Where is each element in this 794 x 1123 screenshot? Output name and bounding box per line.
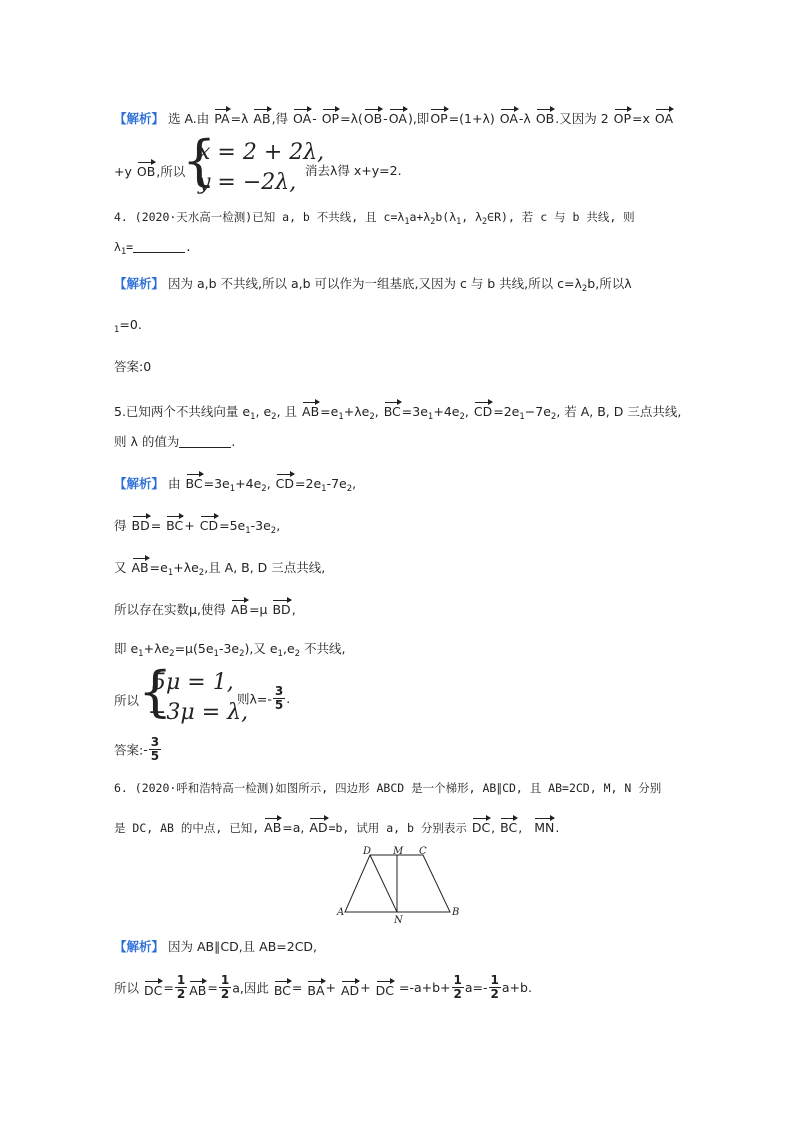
q6-question-line1: 6. (2020·呼和浩特高一检测)如图所示, 四边形 ABCD 是一个梯形, AB∥CD, 且 AB=2CD, M, N 分别 [114, 781, 662, 795]
subscript: 1 [404, 217, 410, 227]
vector-PA: PA [214, 107, 229, 125]
vector-CD: CD [276, 472, 294, 490]
text: , [291, 602, 296, 617]
text: , e [255, 404, 272, 419]
text: =μ(5e [174, 641, 214, 656]
text: -7e [326, 476, 347, 491]
text: 所以存在实数μ,使得 [114, 602, 226, 617]
text: +λe [343, 404, 370, 419]
text: 则λ=- [237, 691, 272, 707]
text: a+b. [501, 980, 532, 995]
text: 选 A.由 [168, 111, 210, 126]
text: -3e [218, 641, 240, 656]
system-eq2: y = −2λ, [198, 170, 297, 195]
text: . [286, 691, 291, 706]
subscript: 2 [261, 484, 267, 494]
system-eq2: −3μ = λ, [148, 700, 249, 725]
subscript: 2 [270, 526, 277, 536]
subscript: 2 [550, 412, 557, 422]
q5-lambda-result [237, 685, 290, 712]
subscript: 2 [346, 484, 353, 494]
vector-OP: OP [322, 107, 339, 125]
fraction-numerator: 1 [176, 973, 186, 987]
analysis-tag: 【解析】 [114, 276, 165, 291]
vector-BC: BC [186, 472, 203, 490]
text: -3e [250, 518, 271, 533]
text: , [491, 820, 496, 835]
text: λ [114, 240, 121, 254]
text: +λe [143, 641, 170, 656]
system-eq1: 5μ = 1, [152, 670, 234, 695]
text: - [143, 742, 148, 757]
fraction [175, 974, 187, 1001]
text: 4. (2020·天水高一检测)已知 a, b 不共线, 且 c=λ [114, 210, 405, 224]
subscript: 1 [229, 484, 236, 494]
vector-MN: MN [534, 816, 554, 834]
text: =b, 试用 a, b 分别表示 [328, 821, 467, 835]
text: b,所以λ [587, 276, 632, 291]
vector-BD: BD [272, 598, 290, 616]
fraction-numerator: 1 [220, 973, 230, 987]
text: = [207, 980, 218, 995]
fraction-numerator: 1 [453, 973, 462, 987]
text: =a, [282, 820, 305, 835]
q5-analysis-line2 [114, 514, 280, 540]
fraction-numerator: 3 [150, 735, 160, 749]
answer-label: 答案: [114, 742, 144, 758]
subscript: 2 [459, 412, 465, 422]
vector-CD: CD [474, 400, 492, 418]
subscript: 1 [250, 412, 256, 422]
subscript: 2 [369, 412, 375, 422]
text: , [464, 404, 469, 419]
text: =0. [119, 317, 142, 332]
vector-OB: OB [536, 107, 554, 125]
text: 是 DC, AB 的中点, 已知, [114, 821, 260, 835]
fraction-denominator: 5 [274, 698, 284, 712]
text: =λ [230, 111, 249, 126]
vector-OB: OB [364, 107, 382, 125]
subscript: 2 [482, 217, 488, 227]
text: 则 λ 的值为 [114, 434, 180, 449]
fraction-denominator: 2 [453, 987, 462, 1001]
text: ,得 [271, 111, 289, 126]
text: 由 [168, 476, 181, 491]
vector-BA: BA [307, 979, 324, 997]
segment-DN [370, 855, 397, 912]
vector-AB: AB [253, 107, 270, 125]
text: = [163, 980, 174, 995]
vector-OA: OA [500, 107, 518, 125]
text: , [352, 476, 357, 491]
text: 因为 AB∥CD,且 AB=2CD, [168, 939, 318, 954]
answer-label: 答案: [114, 359, 144, 374]
text: =3e [401, 404, 428, 419]
vector-AD: AD [341, 979, 359, 997]
q4-question-line1 [114, 208, 635, 231]
text: −7e [524, 404, 551, 419]
subscript: 1 [277, 649, 283, 659]
text: =(1+λ) [448, 111, 495, 126]
q5-answer [114, 736, 162, 763]
text: 因为 a,b 不共线,所以 a,b 可以作为一组基底,又因为 c 与 b 共线,所以 c=λ [168, 276, 582, 291]
vector-OA: OA [655, 107, 673, 125]
subscript: 2 [294, 649, 301, 659]
text: =λ( [340, 111, 363, 126]
text: + [360, 980, 371, 995]
vector-BC: BC [384, 400, 401, 418]
vector-BD: BD [132, 514, 150, 532]
q5-question-line1 [114, 400, 681, 426]
vector-AD: AD [309, 816, 327, 834]
text: . [555, 820, 560, 835]
vector-AB: AB [264, 816, 281, 834]
vector-CD: CD [200, 514, 218, 532]
text: ,e [282, 641, 295, 656]
system-brace: { [182, 129, 217, 192]
subscript: 1 [167, 568, 174, 578]
q4-answer [114, 358, 151, 376]
fraction [273, 685, 285, 712]
vector-BC: BC [274, 979, 291, 997]
answer-blank [179, 434, 231, 448]
subscript: 2 [169, 649, 175, 659]
fraction [489, 974, 501, 1001]
text: a+λ [409, 210, 431, 224]
q5-so-label: 所以 [114, 693, 140, 708]
subscript: 1 [138, 649, 144, 659]
text: ,所以 [156, 164, 186, 179]
text: =e [320, 404, 339, 419]
text: , [276, 518, 281, 533]
subscript: 1 [519, 412, 525, 422]
text: =2e [493, 404, 520, 419]
q6-analysis-line2 [114, 974, 532, 1001]
sec3-analysis-line1 [114, 107, 674, 128]
text: -λ [518, 111, 531, 126]
text: = [126, 240, 133, 254]
vector-OA: OA [389, 107, 407, 125]
text: + [184, 518, 195, 533]
trapezoid-figure [335, 845, 465, 925]
sec3-analysis-line2-lead [114, 160, 185, 181]
vector-AB: AB [132, 556, 149, 574]
subscript: 1 [120, 247, 127, 257]
text: ,且 A, B, D 三点共线, [204, 560, 326, 575]
text: =3e [203, 476, 230, 491]
subscript: 2 [581, 284, 588, 294]
vector-BC: BC [166, 514, 183, 532]
label-M: M [393, 846, 404, 857]
text: 不共线, [300, 641, 346, 656]
text: =-a+b+ [398, 980, 451, 995]
text: a,因此 [232, 980, 269, 996]
subscript: 1 [456, 217, 462, 227]
text: +y [114, 164, 132, 179]
subscript: 1 [245, 526, 251, 536]
q6-question-line2 [114, 816, 559, 837]
text: , λ [461, 210, 483, 224]
text: = [291, 980, 303, 995]
system-eq1: x = 2 + 2λ, [198, 140, 325, 165]
fraction-denominator: 2 [490, 987, 499, 1001]
text: , 且 [276, 404, 298, 419]
q5-analysis-line4 [114, 598, 296, 619]
fraction [219, 974, 231, 1001]
vector-BC: BC [500, 816, 517, 834]
text: ∈R), 若 c 与 b 共线, 则 [487, 210, 635, 224]
subscript: 2 [198, 568, 205, 578]
text: + [325, 980, 336, 995]
text: , [266, 476, 271, 491]
text: , 若 A, B, D 三点共线, [556, 404, 682, 419]
vector-AB: AB [231, 598, 248, 616]
subscript: 1 [114, 325, 120, 335]
subscript: 2 [430, 217, 436, 227]
answer-blank [133, 239, 185, 253]
text: +4e [235, 476, 262, 491]
text: b(λ [435, 210, 457, 224]
text: ),即 [407, 111, 430, 126]
text: 所以 [114, 980, 140, 996]
text: a=- [464, 980, 488, 995]
sec3-eliminate: 消去λ得 x+y=2. [305, 163, 402, 178]
text: . [231, 434, 236, 449]
subscript: 1 [338, 412, 344, 422]
q4-analysis-line2 [114, 316, 142, 339]
fraction [149, 736, 161, 763]
fraction-denominator: 2 [220, 987, 230, 1001]
text: , [518, 820, 523, 835]
label-N: N [394, 915, 403, 925]
vector-OA: OA [293, 107, 311, 125]
q4-question-line2: $\lambda_1=$ . [114, 240, 192, 257]
q5-question-line2 [114, 433, 235, 451]
subscript: 1 [213, 649, 219, 659]
fraction [452, 974, 464, 1001]
fraction-denominator: 5 [150, 749, 160, 763]
fraction-numerator: 1 [490, 973, 499, 987]
text: =2e [295, 476, 322, 491]
fraction-denominator: 2 [176, 987, 186, 1001]
vector-OP: OP [614, 107, 631, 125]
q5-analysis-line3 [114, 556, 325, 582]
text: 即 e [114, 641, 139, 656]
text: =e [149, 560, 168, 575]
label-A: A [337, 907, 345, 918]
analysis-tag: 【解析】 [114, 111, 165, 126]
analysis-tag: 【解析】 [114, 476, 165, 491]
vector-OP: OP [430, 107, 447, 125]
text: +4e [433, 404, 460, 419]
vector-OB: OB [137, 160, 155, 178]
text: , [374, 404, 379, 419]
text: =μ [249, 602, 268, 617]
q6-analysis-line1 [114, 938, 317, 956]
analysis-tag: 【解析】 [114, 939, 165, 954]
label-B: B [452, 907, 460, 918]
text: =x [632, 111, 650, 126]
text: =5e [219, 518, 246, 533]
text: = [150, 518, 162, 533]
text: +λe [173, 560, 199, 575]
system-brace: { [138, 660, 173, 723]
text: 5.已知两个不共线向量 e [114, 404, 251, 419]
fraction-numerator: 3 [274, 684, 284, 698]
label-C: C [419, 846, 427, 857]
subscript: 1 [427, 412, 434, 422]
vector-DC: DC [144, 979, 162, 997]
label-D: D [363, 846, 372, 857]
text: .又因为 2 [555, 111, 609, 126]
subscript: 1 [321, 484, 327, 494]
text: 又 [114, 560, 127, 575]
q4-analysis-line1 [114, 275, 632, 298]
q5-analysis-line1 [114, 472, 356, 498]
subscript: 2 [271, 412, 277, 422]
text: ),又 e [244, 641, 278, 656]
answer-value: 0 [143, 359, 152, 374]
text: - [383, 111, 388, 126]
text: - [312, 111, 317, 126]
text: 得 [114, 518, 127, 533]
subscript: 2 [239, 649, 245, 659]
vector-DC: DC [376, 979, 394, 997]
vector-DC: DC [472, 816, 490, 834]
vector-AB: AB [189, 979, 206, 997]
vector-AB: AB [302, 400, 319, 418]
